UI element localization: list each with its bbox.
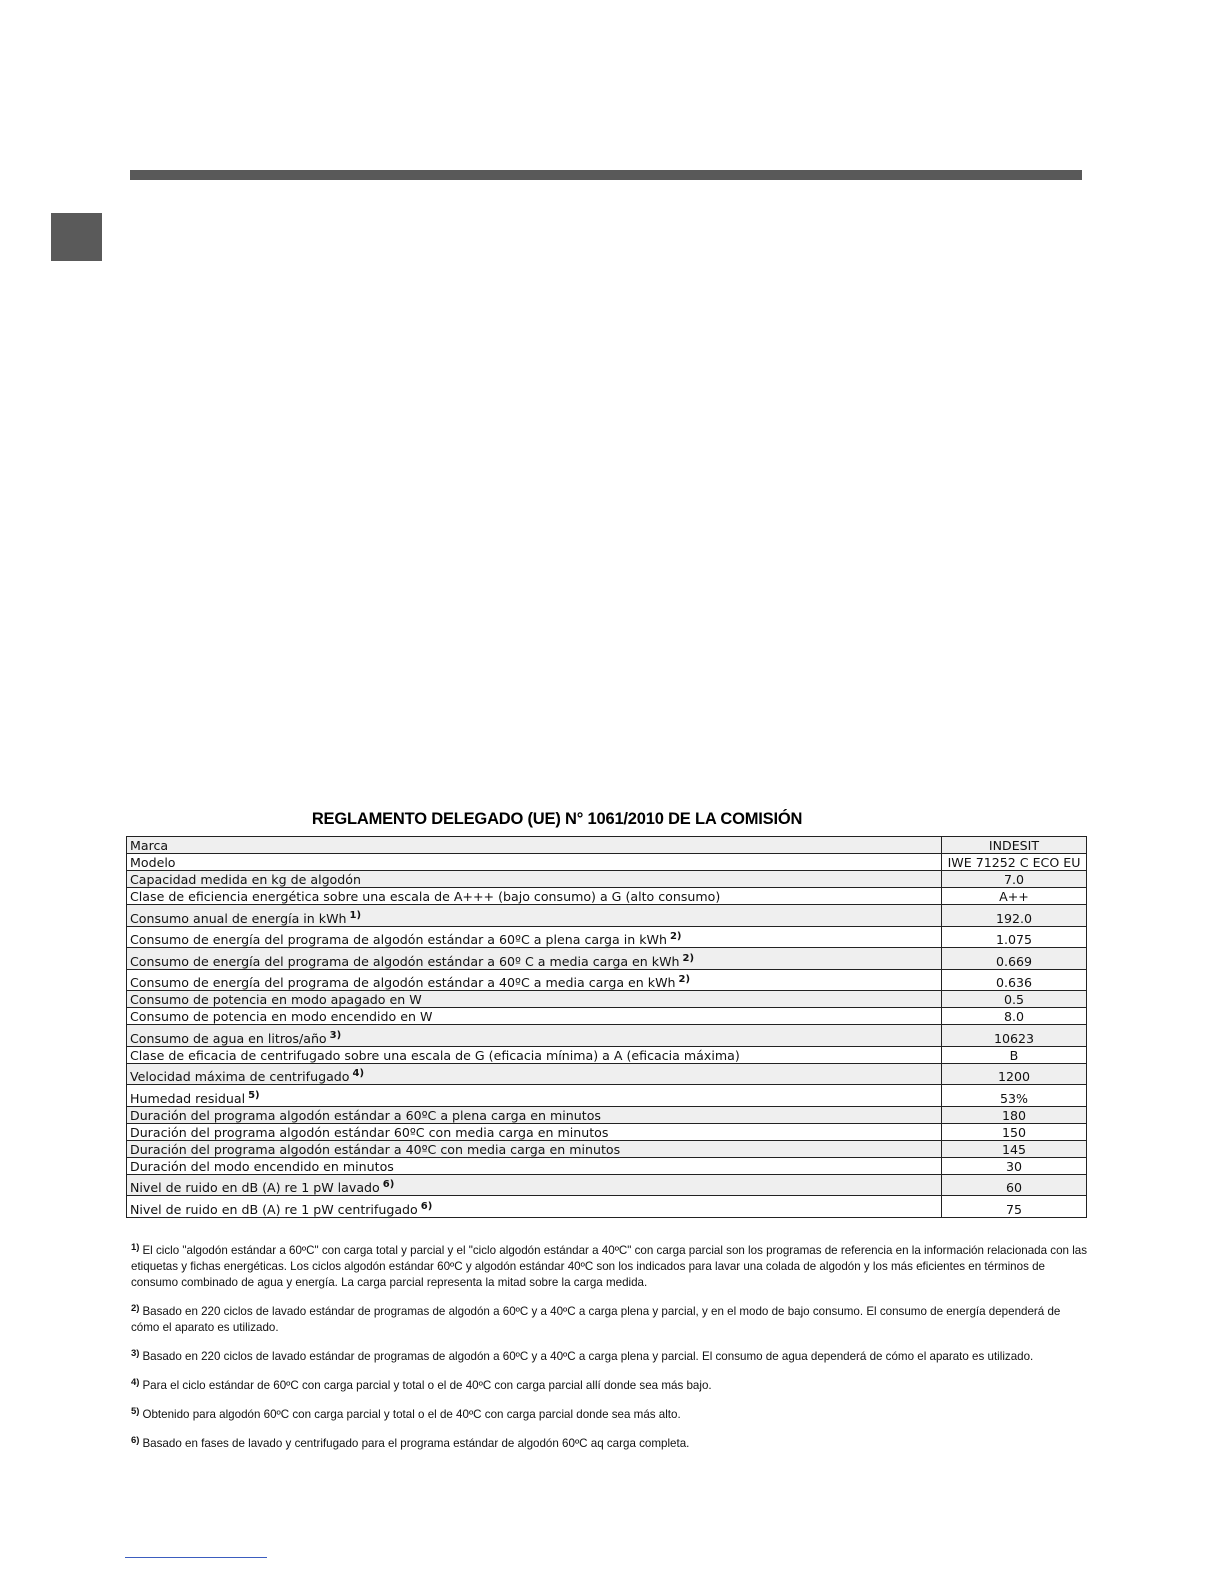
row-label-cell [127, 888, 942, 905]
footnotes [131, 1243, 1091, 1465]
footnote-separator-line [125, 1557, 267, 1558]
row-label-cell [127, 1157, 942, 1174]
row-label-cell [127, 1063, 942, 1085]
footnote-reference: 2) [682, 952, 695, 964]
row-label-cell [127, 1008, 942, 1025]
header-divider-bar [130, 170, 1082, 180]
row-label-cell [127, 926, 942, 948]
row-value: 60 [942, 1174, 1087, 1196]
table-row [127, 871, 1087, 888]
table-row [127, 948, 1087, 970]
footnote-reference: 2) [669, 931, 682, 942]
table-row [127, 1085, 1087, 1107]
row-label: Marca [130, 838, 169, 853]
footnote-number: 4) [131, 1377, 140, 1388]
footnote-text: El ciclo "algodón estándar a 60ºC" con carga total y parcial y el "ciclo algodón estándar a 40ºC" con carga parcial son los programas de referencia en la información relacionada con las etiquetas y fichas energéticas. Los ciclos algodón estándar 60ºC y algodón estándar 40ºC son los indicados para lavar una colada de algodón y los más eficientes en términos de consumo combinado de agua y energía. La carga parcial representa la mitad sobre la carga medida. [131, 1244, 1088, 1289]
row-label: Nivel de ruido en dB (A) re 1 pW centrifugado [130, 1201, 418, 1217]
row-value: B [942, 1046, 1087, 1063]
row-label: Consumo de energía del programa de algodón estándar a 60º C a media carga en kWh [130, 953, 680, 969]
footnote-number: 2) [131, 1303, 140, 1314]
footnote-reference: 6) [420, 1200, 433, 1212]
table-row [127, 888, 1087, 905]
footnote-reference: 4) [352, 1068, 365, 1079]
footnote-item [131, 1243, 1091, 1291]
footnote-number: 6) [131, 1435, 140, 1446]
table-row [127, 1196, 1087, 1218]
table-row [127, 837, 1087, 854]
table-row [127, 1008, 1087, 1025]
row-label: Consumo de potencia en modo apagado en W [130, 992, 422, 1007]
row-value: 1.075 [942, 926, 1087, 948]
footnote-reference: 2) [678, 974, 691, 985]
table-row [127, 1140, 1087, 1157]
footnote-item [131, 1436, 1091, 1452]
section-marker-tab [51, 213, 102, 261]
table-row [127, 1025, 1087, 1047]
table-row [127, 854, 1087, 871]
row-label-cell [127, 1025, 942, 1047]
row-value: 145 [942, 1140, 1087, 1157]
row-label-cell [127, 1123, 942, 1140]
row-label-cell [127, 1106, 942, 1123]
row-label-cell [127, 1046, 942, 1063]
specifications-table [126, 836, 1087, 1218]
row-label: Clase de eficacia de centrifugado sobre una escala de G (eficacia mínima) a A (eficacia máxima) [130, 1047, 740, 1063]
table-row [127, 969, 1087, 991]
row-label: Nivel de ruido en dB (A) re 1 pW lavado [130, 1180, 380, 1195]
table-row [127, 905, 1087, 927]
row-value: 7.0 [942, 871, 1087, 888]
footnote-number: 5) [131, 1406, 140, 1417]
regulation-title: REGLAMENTO DELEGADO (UE) N° 1061/2010 DE LA COMISIÓN [311, 810, 803, 828]
footnote-text: Basado en 220 ciclos de lavado estándar de programas de algodón a 60ºC y a 40ºC a carga plena y parcial, y en el modo de bajo consumo. El consumo de energía dependerá de cómo el aparato es utilizado. [131, 1305, 1061, 1334]
row-label-cell [127, 1085, 942, 1107]
row-value: 150 [942, 1123, 1087, 1140]
row-label-cell [127, 1140, 942, 1157]
footnote-text: Basado en fases de lavado y centrifugado para el programa estándar de algodón 60ºC aq carga completa. [142, 1437, 690, 1450]
row-label: Consumo de energía del programa de algodón estándar a 60ºC a plena carga in kWh [130, 932, 667, 947]
row-label-cell [127, 969, 942, 991]
row-value: 53% [942, 1085, 1087, 1107]
row-label: Consumo de energía del programa de algodón estándar a 40ºC a media carga en kWh [130, 975, 676, 990]
row-label: Clase de eficiencia energética sobre una escala de A+++ (bajo consumo) a G (alto consumo) [130, 889, 721, 904]
row-label: Consumo de potencia en modo encendido en W [130, 1009, 433, 1024]
row-label-cell [127, 1174, 942, 1196]
row-value: 0.5 [942, 991, 1087, 1008]
row-label-cell [127, 991, 942, 1008]
row-label-cell [127, 1196, 942, 1218]
row-label: Consumo anual de energía in kWh [130, 910, 347, 926]
row-label: Duración del programa algodón estándar a 40ºC con media carga en minutos [130, 1141, 621, 1157]
table-row [127, 1123, 1087, 1140]
row-value: 192.0 [942, 905, 1087, 927]
row-label: Humedad residual [130, 1090, 246, 1106]
table-row [127, 1157, 1087, 1174]
footnote-item [131, 1378, 1091, 1394]
table-row [127, 1106, 1087, 1123]
row-value: 30 [942, 1157, 1087, 1174]
row-label-cell [127, 905, 942, 927]
table-row [127, 1174, 1087, 1196]
row-label: Consumo de agua en litros/año [130, 1030, 327, 1046]
footnote-text: Obtenido para algodón 60ºC con carga parcial y total o el de 40ºC con carga parcial donde sea más alto. [142, 1408, 681, 1421]
row-value: 8.0 [942, 1008, 1087, 1025]
row-value: 0.636 [942, 969, 1087, 991]
row-label-cell [127, 837, 942, 854]
footnote-text: Basado en 220 ciclos de lavado estándar de programas de algodón a 60ºC y a 40ºC a carga plena y parcial. El consumo de agua dependerá de cómo el aparato es utilizado. [142, 1350, 1034, 1363]
row-label-cell [127, 948, 942, 970]
row-value: 0.669 [942, 948, 1087, 970]
footnote-reference: 6) [382, 1179, 395, 1190]
footnote-item [131, 1407, 1091, 1423]
row-label: Duración del modo encendido en minutos [130, 1158, 394, 1174]
footnote-number: 1) [131, 1242, 140, 1253]
footnote-item [131, 1304, 1091, 1336]
row-label-cell [127, 854, 942, 871]
row-value: IWE 71252 C ECO EU [942, 854, 1087, 871]
footnote-reference: 5) [248, 1089, 260, 1101]
row-label-cell [127, 871, 942, 888]
row-value: 180 [942, 1106, 1087, 1123]
row-label: Duración del programa algodón estándar 60ºC con media carga en minutos [130, 1124, 609, 1140]
table-row [127, 991, 1087, 1008]
table-row [127, 926, 1087, 948]
row-value: INDESIT [942, 837, 1087, 854]
footnote-text: Para el ciclo estándar de 60ºC con carga parcial y total o el de 40ºC con carga parcial allí donde sea más bajo. [142, 1379, 712, 1392]
row-value: 75 [942, 1196, 1087, 1218]
footnote-number: 3) [131, 1348, 140, 1359]
row-label: Capacidad medida en kg de algodón [130, 872, 361, 887]
footnote-reference: 1) [349, 909, 362, 921]
row-label: Velocidad máxima de centrifugado [130, 1069, 350, 1084]
row-value: 1200 [942, 1063, 1087, 1085]
footnote-item [131, 1349, 1091, 1365]
table-row [127, 1046, 1087, 1063]
footnote-reference: 3) [329, 1029, 342, 1041]
table-row [127, 1063, 1087, 1085]
row-label: Modelo [130, 855, 176, 870]
row-label: Duración del programa algodón estándar a 60ºC a plena carga en minutos [130, 1107, 601, 1123]
row-value: A++ [942, 888, 1087, 905]
row-value: 10623 [942, 1025, 1087, 1047]
